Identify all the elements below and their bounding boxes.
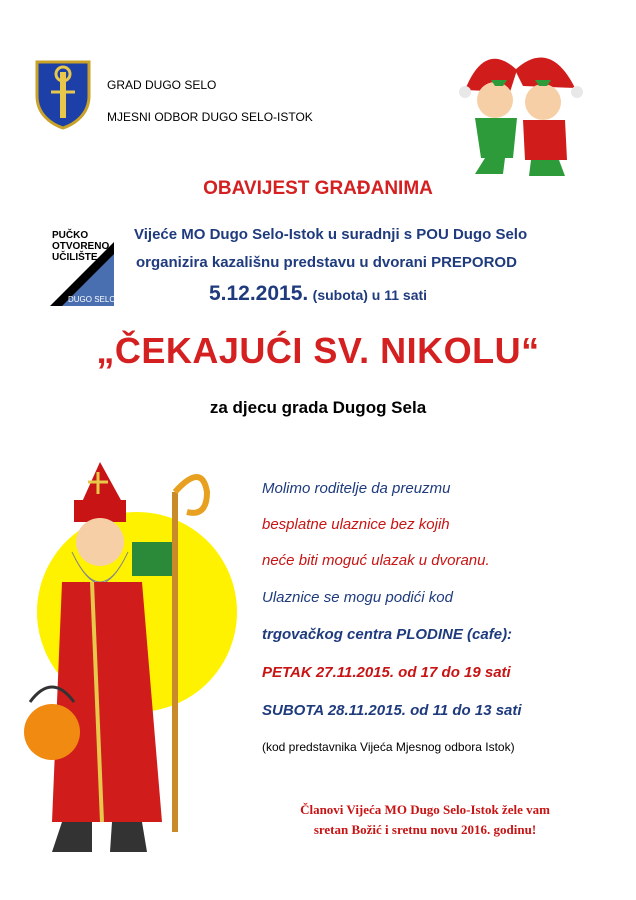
info-line-2: besplatne ulaznice bez kojih xyxy=(262,516,450,533)
event-date: 5.12.2015. xyxy=(208,282,309,305)
pickup-note: (kod predstavnika Vijeća Mjesnog odbora Istok) xyxy=(262,740,515,754)
org-name-city: GRAD DUGO SELO xyxy=(107,78,217,92)
closing-line-1: Članovi Vijeća MO Dugo Selo-Istok žele vam xyxy=(300,802,550,817)
closing-line-2: sretan Božić i sretnu novu 2016. godinu! xyxy=(313,822,537,837)
intro-line-1: Vijeće MO Dugo Selo-Istok u suradnji s POU Dugo Selo xyxy=(134,226,528,243)
show-title: „ČEKAJUĆI SV. NIKOLU“ xyxy=(96,330,540,371)
pou-logo-line1: PUČKO xyxy=(52,230,89,241)
event-date-suffix: (subota) u 11 sati xyxy=(312,287,428,303)
pou-logo-line3: UČILIŠTE xyxy=(52,252,98,263)
christmas-elves-illustration xyxy=(455,40,585,180)
closing-greeting xyxy=(250,800,600,840)
info-line-3: neće biti moguć ulazak u dvoranu. xyxy=(262,552,490,569)
notice-title: OBAVIJEST GRAĐANIMA xyxy=(203,178,433,199)
intro-line-2: organizira kazališnu predstavu u dvorani PREPOROD xyxy=(136,254,517,271)
org-name-district: MJESNI ODBOR DUGO SELO-ISTOK xyxy=(107,110,313,124)
saint-nicholas-illustration xyxy=(22,462,242,862)
info-line-4: Ulaznice se mogu podići kod xyxy=(262,589,453,606)
pou-logo-footer: DUGO SELO xyxy=(68,295,114,304)
city-crest-icon xyxy=(33,58,93,130)
pickup-slot-friday: PETAK 27.11.2015. od 17 do 19 sati xyxy=(262,664,511,681)
pou-logo-line2: OTVORENO xyxy=(52,241,110,252)
audience-line: za djecu grada Dugog Sela xyxy=(209,398,427,417)
event-date-line xyxy=(0,282,636,306)
info-line-1: Molimo roditelje da preuzmu xyxy=(262,480,451,497)
pickup-slot-saturday: SUBOTA 28.11.2015. od 11 do 13 sati xyxy=(262,702,522,719)
pickup-location: trgovačkog centra PLODINE (cafe): xyxy=(262,626,513,643)
